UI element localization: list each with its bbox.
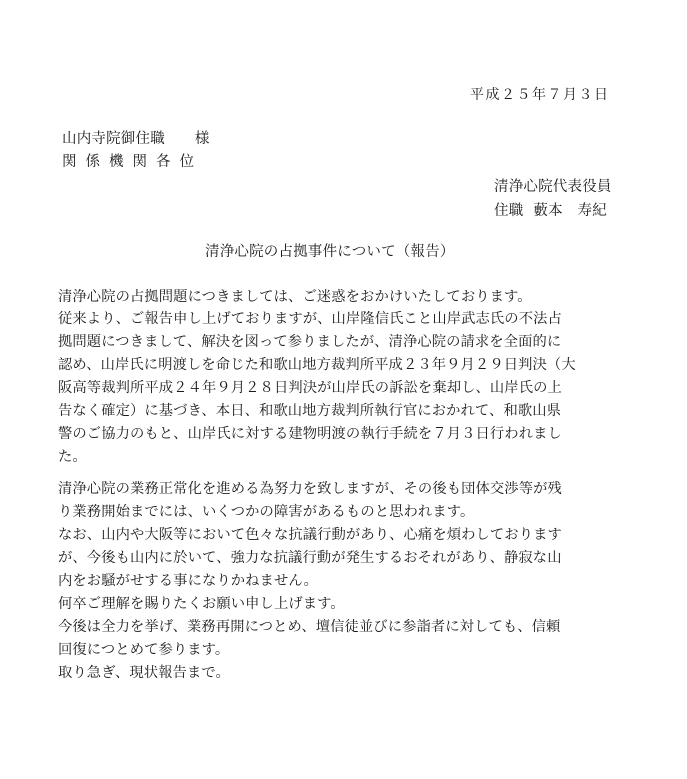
- sender-name: 藪本 寿紀: [533, 203, 607, 219]
- sender-organization: 清浄心院代表役員: [494, 179, 612, 195]
- recipient-line-1: [62, 130, 210, 148]
- body-line: 何卒ご理解を賜りたくお願い申し上げます。: [58, 596, 345, 612]
- body-line: 拠問題につきまして、解決を図って参りましたが、清浄心院の請求を全面的に: [58, 334, 562, 350]
- body-line: り業務開始までには、いくつかの障害があるものと思われます。: [58, 504, 475, 520]
- body-line: 今後は全力を挙げ、業務再開につとめ、壇信徒並びに参詣者に対しても、信頼: [58, 619, 561, 635]
- recipient-temple-priests: 山内寺院御住職: [62, 131, 165, 147]
- recipient-honorific: 様: [194, 131, 210, 147]
- body-line: 認め、山岸氏に明渡しを命じた和歌山地方裁判所平成２３年９月２９日判決（大: [58, 357, 576, 373]
- body-line: 告なく確定）に基づき、本日、和歌山地方裁判所執行官におかれて、和歌山県: [58, 403, 562, 419]
- body-line: 清浄心院の占拠問題につきましては、ご迷惑をおかけいたしております。: [58, 289, 532, 305]
- body-line: 阪高等裁判所平成２４年９月２８日判決が山岸氏の訴訟を棄却し、山岸氏の上: [58, 380, 562, 396]
- sender-signature-line: [494, 202, 607, 220]
- body-line: 取り急ぎ、現状報告まで。: [58, 665, 230, 681]
- body-line: 清浄心院の業務正常化を進める為努力を致しますが、その後も団体交渉等が残: [58, 481, 562, 497]
- body-line: 回復につとめて参ります。: [58, 642, 230, 658]
- document-date: 平成２５年７月３日: [470, 87, 610, 103]
- recipient-line-2: 関係機関各位: [62, 154, 203, 170]
- body-line: 内をお騒がせする事になりかねません。: [58, 573, 318, 589]
- document-title: 清浄心院の占拠事件について（報告）: [205, 244, 455, 260]
- body-line: が、今後も山内に於いて、強力な抗議行動が発生するおそれがあり、静寂な山: [58, 550, 562, 566]
- body-line: た。: [58, 449, 87, 465]
- body-line: 警のご協力のもと、山岸氏に対する建物明渡の執行手続を７月３日行われまし: [58, 426, 562, 442]
- body-line: 従来より、ご報告申し上げておりますが、山岸隆信氏こと山岸武志氏の不法占: [58, 311, 562, 327]
- sender-position: 住職: [494, 203, 524, 219]
- body-line: なお、山内や大阪等において色々な抗議行動があり、心痛を煩わしております: [58, 527, 562, 543]
